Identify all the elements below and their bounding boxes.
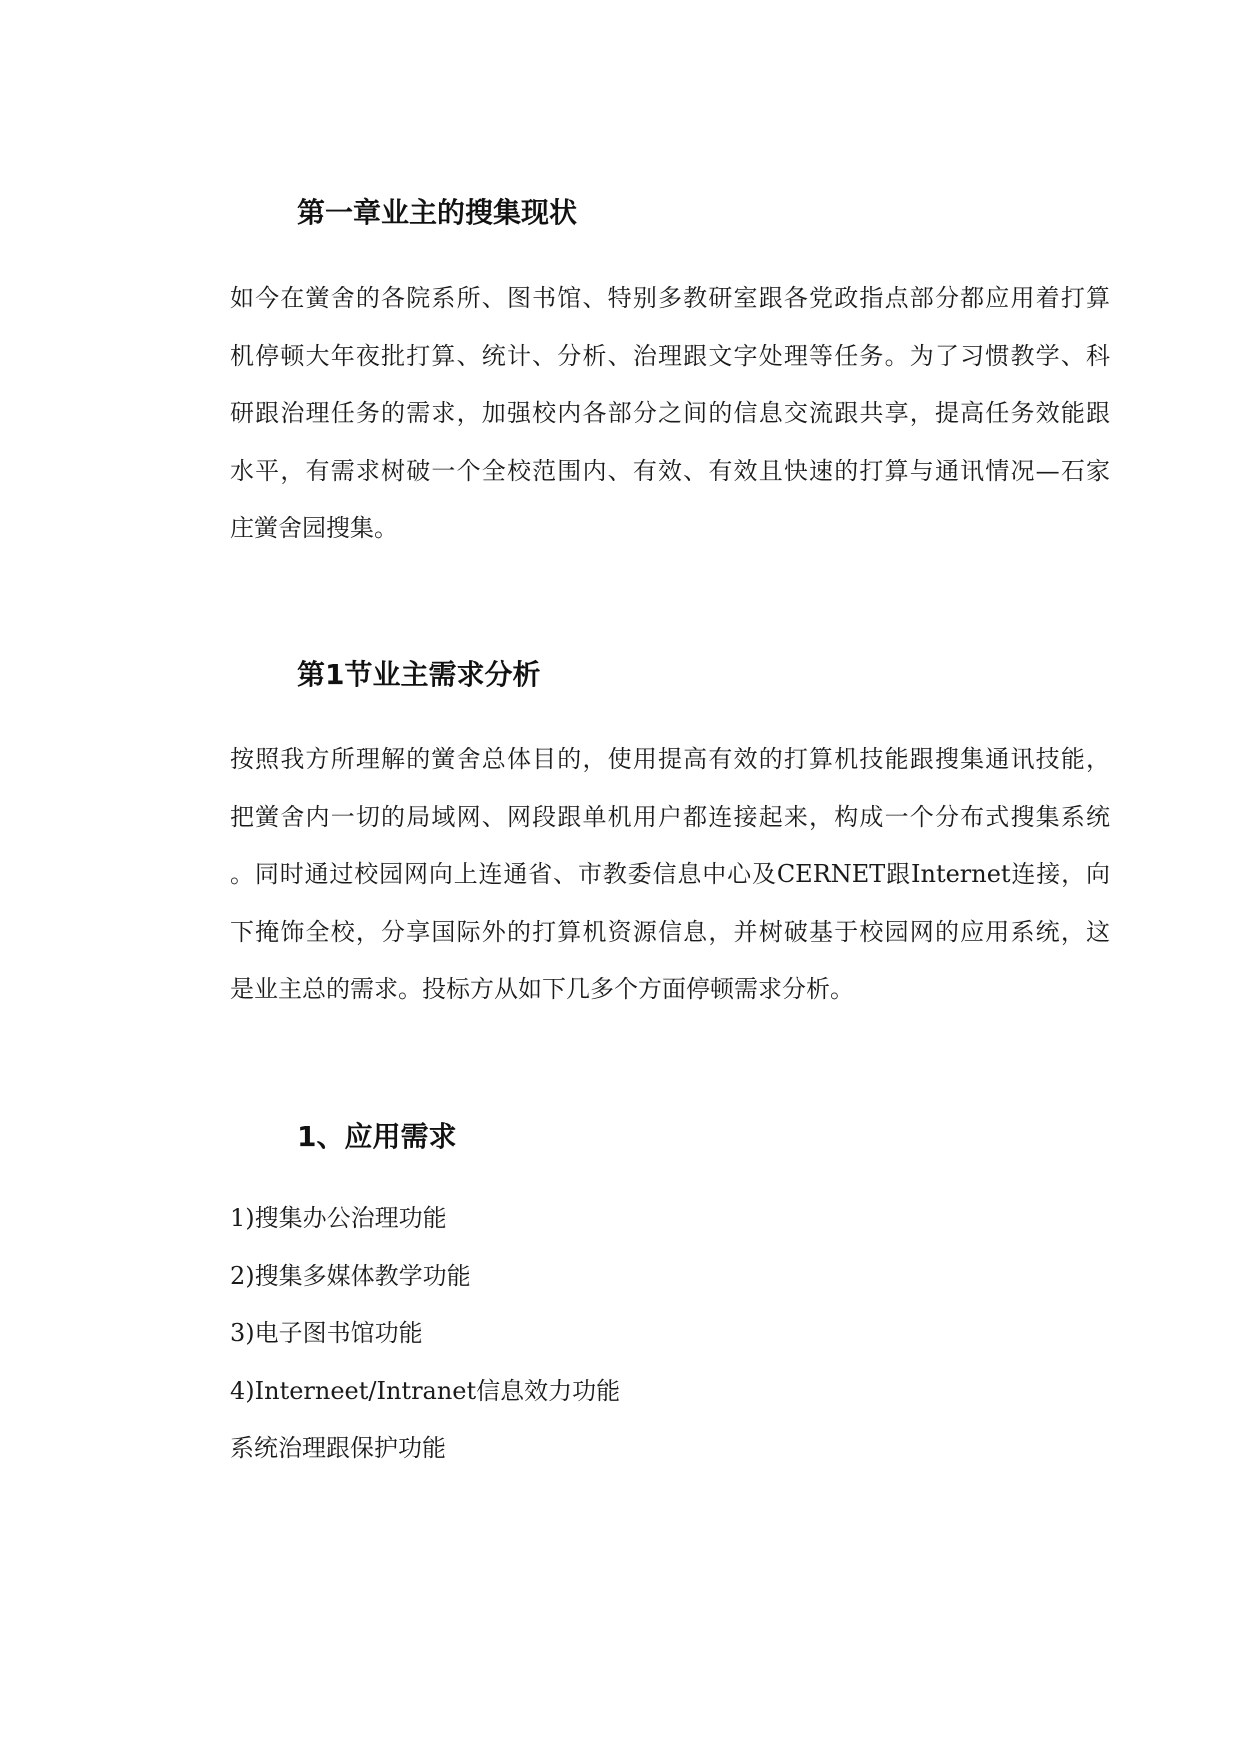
chapter-paragraph xyxy=(230,270,1110,558)
list-item: 2)搜集多媒体教学功能 xyxy=(230,1261,471,1290)
list-item: 3)电子图书馆功能 xyxy=(230,1319,423,1348)
list-item: 系统治理跟保护功能 xyxy=(230,1434,446,1463)
paragraph-line: 机停顿大年夜批打算、统计、分析、治理跟文字处理等任务。为了习惯教学、科 xyxy=(230,341,1110,370)
section-title: 第1节业主需求分析 xyxy=(297,658,541,691)
paragraph-line: 如今在黉舍的各院系所、图书馆、特别多教研室跟各党政指点部分都应用着打算 xyxy=(230,284,1110,312)
paragraph-line: 是业主总的需求。投标方从如下几多个方面停顿需求分析。 xyxy=(230,975,854,1004)
subsection-title: 1、应用需求 xyxy=(297,1120,457,1153)
requirements-list xyxy=(230,1190,1110,1478)
list-item: 1)搜集办公治理功能 xyxy=(230,1204,447,1232)
chapter-title: 第一章业主的搜集现状 xyxy=(297,196,578,229)
list-item: 4)Interneet/Intranet信息效力功能 xyxy=(230,1376,621,1405)
paragraph-line: 把黉舍内一切的局域网、网段跟单机用户都连接起来，构成一个分布式搜集系统 xyxy=(230,802,1110,831)
section-paragraph xyxy=(230,731,1110,1019)
paragraph-line: 水平，有需求树破一个全校范围内、有效、有效且快速的打算与通讯情况—石家 xyxy=(230,456,1110,485)
paragraph-line: 下掩饰全校，分享国际外的打算机资源信息，并树破基于校园网的应用系统，这 xyxy=(230,917,1110,946)
paragraph-line: 按照我方所理解的黉舍总体目的，使用提高有效的打算机技能跟搜集通讯技能， xyxy=(230,745,1110,773)
paragraph-line: 。同时通过校园网向上连通省、市教委信息中心及CERNET跟Internet连接，向 xyxy=(230,860,1110,889)
paragraph-line: 庄黉舍园搜集。 xyxy=(230,514,398,543)
paragraph-line: 研跟治理任务的需求，加强校内各部分之间的信息交流跟共享，提高任务效能跟 xyxy=(230,399,1110,428)
